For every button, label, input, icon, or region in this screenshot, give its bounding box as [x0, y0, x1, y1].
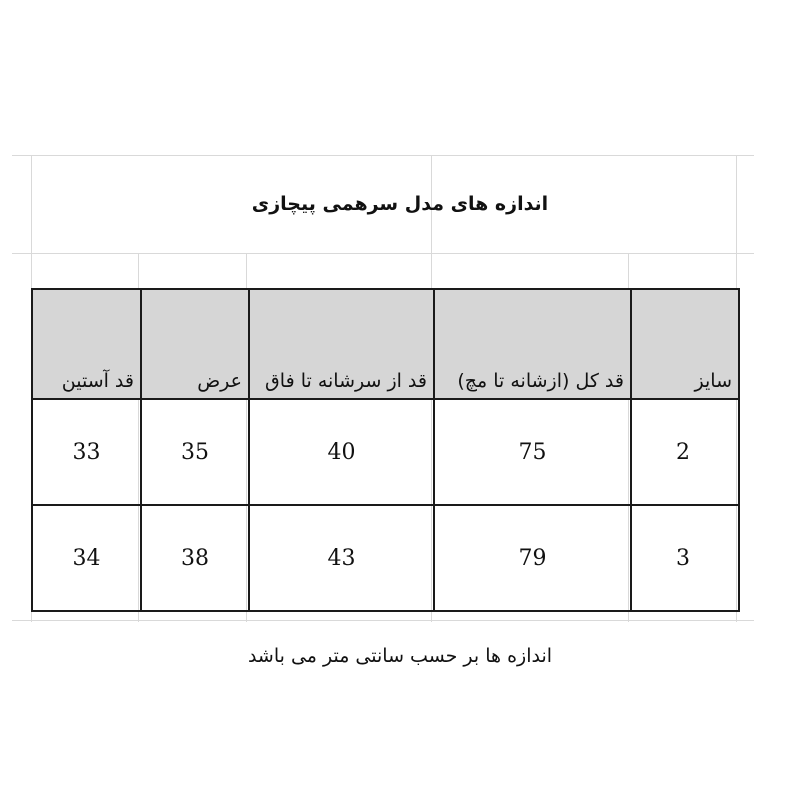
table-row	[32, 505, 739, 611]
gridline	[12, 155, 754, 156]
cell-total-length: 79	[434, 505, 631, 611]
gridline	[12, 620, 754, 621]
gridline	[12, 253, 754, 254]
cell-shoulder-to-crotch: 43	[249, 505, 434, 611]
size-table	[31, 288, 740, 612]
units-note: اندازه ها بر حسب سانتی متر می باشد	[247, 645, 553, 667]
cell-total-length: 75	[434, 399, 631, 505]
header-width: عرض	[141, 289, 249, 399]
header-shoulder-to-crotch: قد از سرشانه تا فاق	[249, 289, 434, 399]
cell-shoulder-to-crotch: 40	[249, 399, 434, 505]
table-row	[32, 399, 739, 505]
cell-size: 2	[631, 399, 739, 505]
cell-width: 38	[141, 505, 249, 611]
header-total-length: قد کل (ازشانه تا مچ)	[434, 289, 631, 399]
header-row	[32, 289, 739, 399]
header-sleeve-length: قد آستین	[32, 289, 141, 399]
cell-size: 3	[631, 505, 739, 611]
cell-sleeve-length: 34	[32, 505, 141, 611]
cell-sleeve-length: 33	[32, 399, 141, 505]
cell-width: 35	[141, 399, 249, 505]
table-title: اندازه های مدل سرهمی پیچازی	[251, 193, 549, 215]
header-size: سایز	[631, 289, 739, 399]
